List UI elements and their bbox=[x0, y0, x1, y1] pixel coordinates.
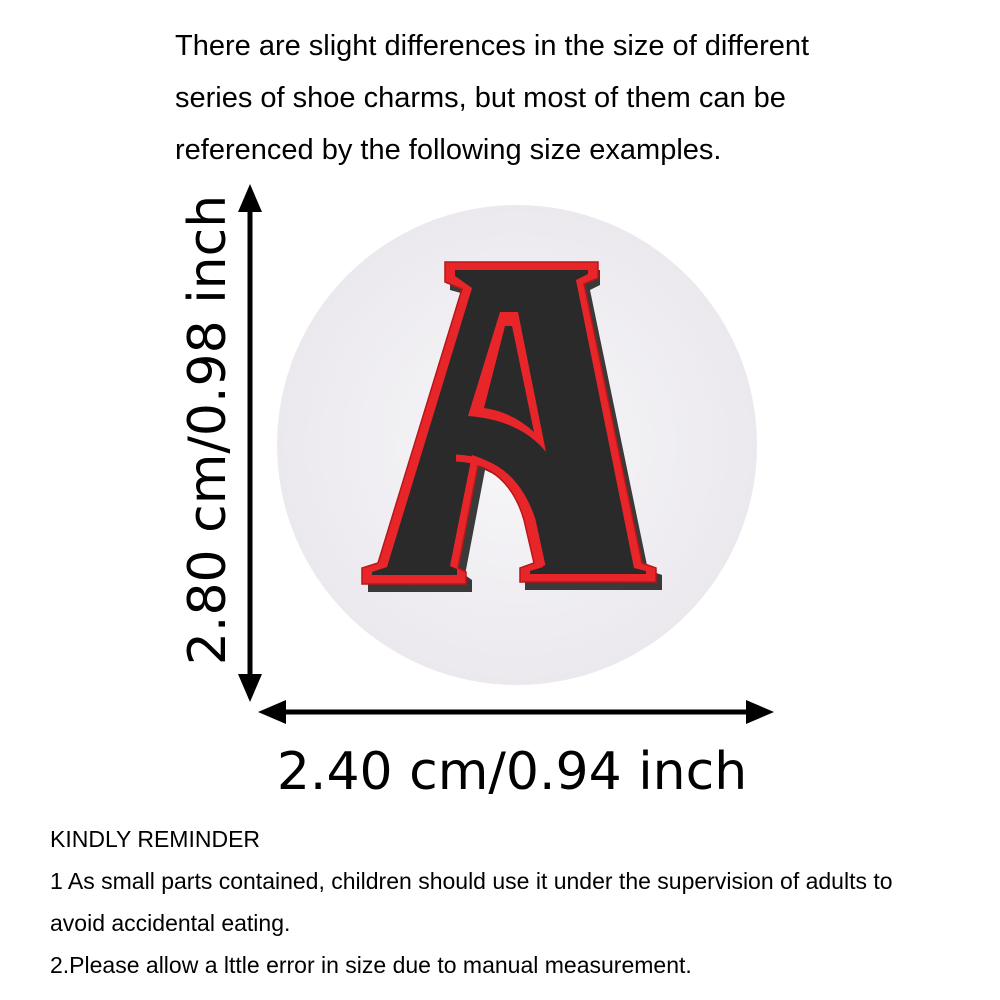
reminder-line: 1 As small parts contained, children should use it under the supervision of adults to bbox=[50, 868, 893, 894]
reminder-line: avoid accidental eating. bbox=[50, 910, 291, 936]
reminder-heading: KINDLY REMINDER bbox=[50, 826, 261, 852]
width-label: 2.40 cm/0.94 inch bbox=[276, 742, 748, 802]
height-label: 2.80 cm/0.98 inch bbox=[178, 194, 238, 666]
reminder-line: 2.Please allow a lttle error in size due to manual measurement. bbox=[50, 952, 692, 978]
kindly-reminder bbox=[50, 818, 990, 986]
height-dimension-arrow bbox=[238, 184, 262, 702]
width-dimension-arrow bbox=[258, 700, 774, 724]
intro-line: referenced by the following size examples. bbox=[175, 134, 722, 166]
intro-line: There are slight differences in the size of different bbox=[175, 30, 810, 62]
intro-line: series of shoe charms, but most of them can be bbox=[175, 82, 786, 114]
